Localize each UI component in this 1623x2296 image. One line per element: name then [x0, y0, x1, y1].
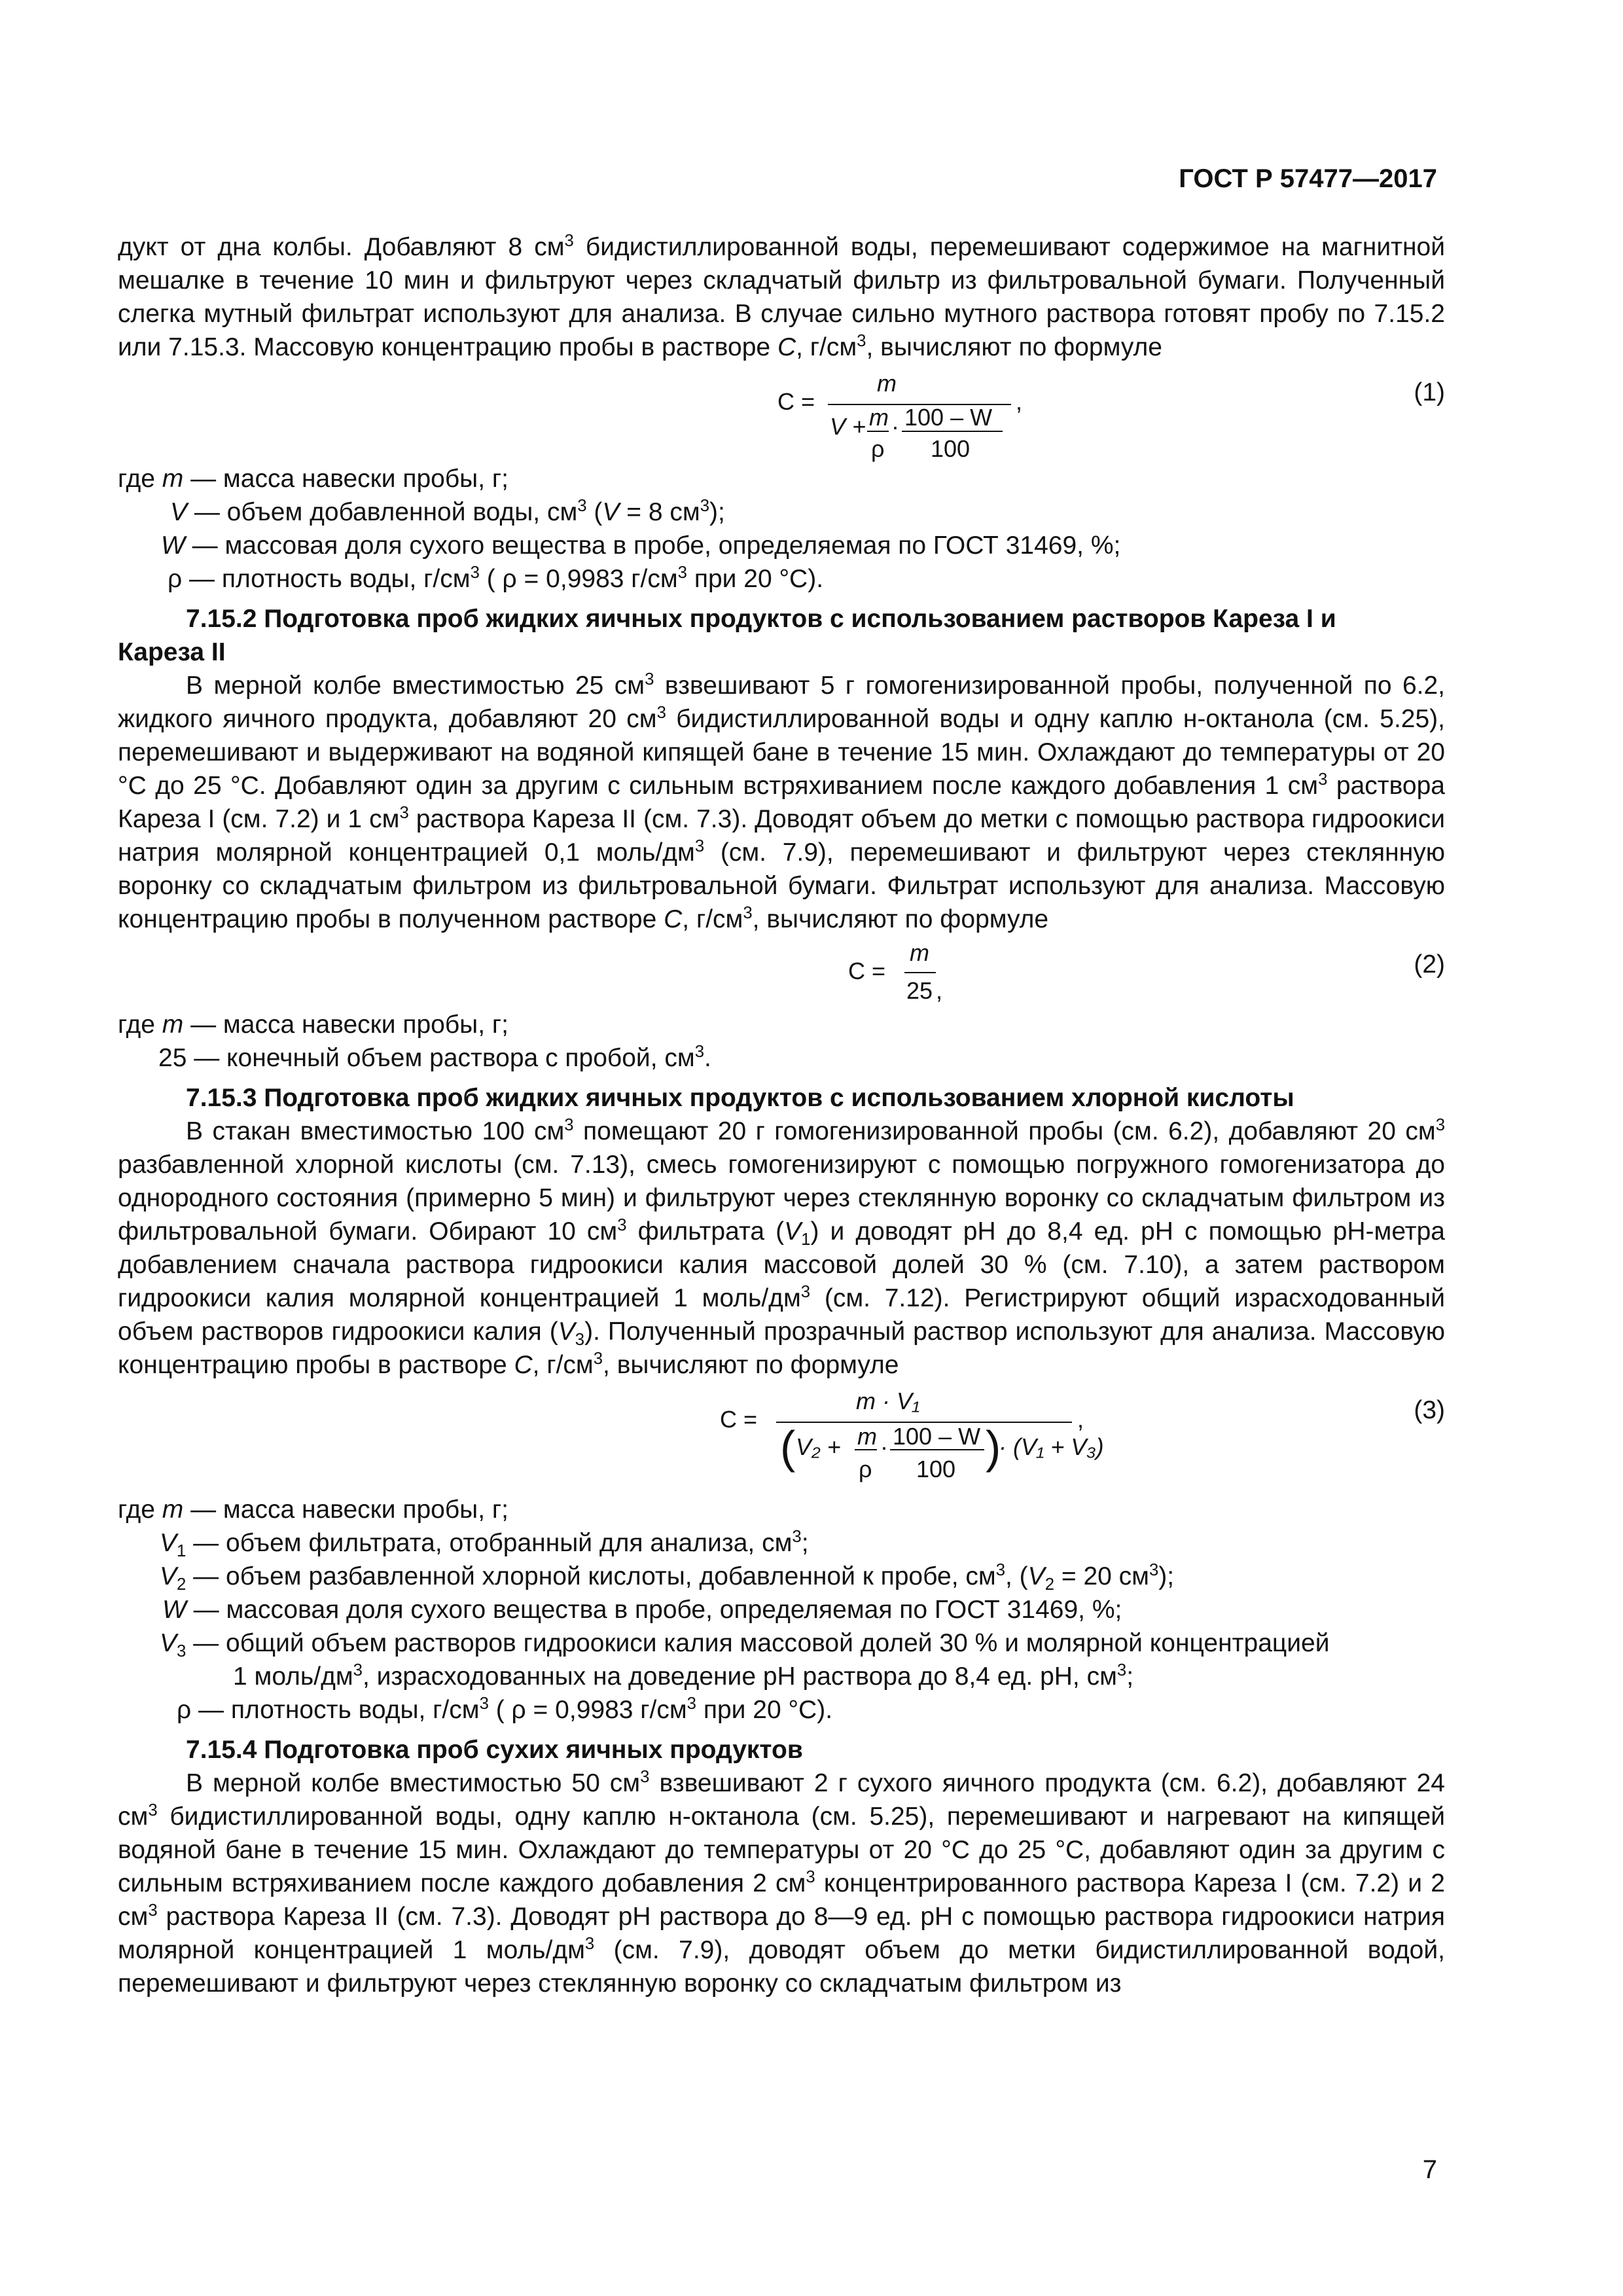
svg-text:,: , [1016, 388, 1023, 415]
legend-item-m: где m — масса навески пробы, г; [118, 465, 508, 493]
svg-text:ρ: ρ [859, 1456, 872, 1482]
section-7-15-2-title: 7.15.2 Подготовка проб жидких яичных продуктов с использованием растворов Кареза I и [186, 605, 1336, 633]
svg-text:V +: V + [830, 413, 866, 440]
formula-3 [118, 1382, 1445, 1493]
svg-text:·: · [891, 413, 899, 440]
section-7-15-2-paragraph: В мерной колбе вместимостью 25 $см^3$ взвешивают 5 г гомогенизированной пробы, полученной по 6.2, жидкого яичного продукта, добавляют 20 $см^3$ бидистиллированной воды и одну каплю н-октанола (см. 5.25), перемешивают и выдерживают на водяной кипящей бане в течение 15 мин. Охлаждают до температуры от 20 °С до 25 °С. Добавляют один за другим с сильным встряхиванием после каждого добавления 1 $см^3$ раствора Кареза I (см. 7.2) и 1 $см^3$ раствора Кареза II (см. 7.3). Доводят объем до метки с помощью раствора гидроокиси натрия молярной концентрацией 0,1 моль/$дм^3$ (см. 7.9), перемешивают и фильтруют через стеклянную воронку со складчатым фильтром из фильтровальной бумаги. Фильтрат используют для анализа. Массовую концентрацию пробы в полученном растворе С, $г/см^3$, вычисляют по формуле [118, 670, 1445, 933]
formula-2-expression [720, 936, 955, 1008]
svg-text:100 – W: 100 – W [893, 1423, 981, 1450]
legend-item-v3: $V_3$ — общий объем растворов гидроокиси калия массовой долей 30 % и молярной концентрацией [160, 1629, 1330, 1660]
legend-item-m: где m — масса навески пробы, г; [118, 1496, 508, 1524]
formula-3-legend [118, 1493, 1445, 1727]
legend-item-m: где m — масса навески пробы, г; [118, 1011, 508, 1039]
svg-text:100: 100 [916, 1456, 956, 1482]
svg-text:,: , [1077, 1406, 1084, 1433]
section-7-15-3-paragraph: В стакан вместимостью 100 $см^3$ помещают 20 г гомогенизированной пробы (см. 6.2), добавляют 20 $см^3$ разбавленной хлорной кислоты (см. 7.13), смесь гомогенизируют с помощью погружного гомогенизатора до однородного состояния (примерно 5 мин) и фильтруют через стеклянную воронку со складчатым фильтром из фильтровальной бумаги. Обирают 10 $см^3$ фильтрата $(V_1)$ и доводят pH до 8,4 ед. pH с помощью pH-метра добавлением сначала раствора гидроокиси калия массовой долей 30 % (см. 7.10), а затем раствором гидроокиси калия молярной концентрацией 1 моль/$дм^3$ (см. 7.12). Регистрируют общий израсходованный объем растворов гидроокиси калия $(V_3)$. Полученный прозрачный раствор используют для анализа. Массовую концентрацию пробы в растворе С, $г/см^3$, вычисляют по формуле [118, 1115, 1445, 1379]
section-7-15-3-title: 7.15.3 Подготовка проб жидких яичных продуктов с использованием хлорной кислоты [186, 1084, 1294, 1112]
svg-text:100: 100 [931, 435, 971, 462]
legend-item-25: 25 — конечный объем раствора с пробой, $см^3$. [158, 1042, 711, 1072]
svg-text:): ) [986, 1422, 1001, 1473]
svg-text:C =: C = [720, 1406, 758, 1433]
svg-text:25: 25 [906, 977, 933, 1004]
intro-paragraph: дукт от дна колбы. Добавляют 8 $см^3$ бидистиллированной воды, перемешивают содержимое на магнитной мешалке в течение 10 мин и фильтруют через складчатый фильтр из фильтровальной бумаги. Полученный слегка мутный фильтрат используют для анализа. В случае сильно мутного раствора готовят пробу по 7.15.2 или 7.15.3. Массовую концентрацию пробы в растворе С, $г/см^3$, вычисляют по формуле [118, 231, 1445, 361]
legend-item-w: W — массовая доля сухого вещества в пробе, определяемая по ГОСТ 31469, %; [162, 1596, 1122, 1624]
formula-3-expression [589, 1382, 1113, 1493]
svg-text:m: m [877, 370, 897, 397]
section-7-15-4-title: 7.15.4 Подготовка проб сухих яичных продуктов [186, 1736, 803, 1764]
svg-text:m: m [857, 1423, 877, 1450]
svg-text:,: , [936, 977, 943, 1004]
legend-item-v1: $V_1$ — объем фильтрата, отобранный для анализа, $см^3$; [160, 1527, 809, 1560]
formula-2-number: (2) [1414, 950, 1445, 978]
section-7-15-4-paragraph: В мерной колбе вместимостью 50 $см^3$ взвешивают 2 г сухого яичного продукта (см. 6.2), добавляют 24 $см^3$ бидистиллированной воды, одну каплю н-октанола (см. 5.25), перемешивают и нагревают на кипящей водяной бане в течение 15 мин. Охлаждают до температуры от 20 °С до 25 °С, добавляют один за другим с сильным встряхиванием после каждого добавления 2 $см^3$ концентрированного раствора Кареза I (см. 7.2) и 2 $см^3$ раствора Кареза II (см. 7.3). Доводят pH раствора до 8—9 ед. pH с помощью раствора гидроокиси натрия молярной концентрацией 1 моль/$дм^3$ (см. 7.9), доводят объем до метки бидистиллированной водой, перемешивают и фильтруют через стеклянную воронку со складчатым фильтром из [118, 1767, 1445, 1998]
legend-item-w: W — массовая доля сухого вещества в пробе, определяемая по ГОСТ 31469, %; [161, 531, 1121, 560]
svg-text:·: · [880, 1433, 888, 1460]
page-content [118, 230, 1445, 2000]
formula-1-expression [654, 364, 1047, 462]
formula-1-number: (1) [1414, 378, 1445, 406]
svg-text:m · V₁: m · V₁ [856, 1388, 920, 1414]
svg-text:m: m [869, 404, 889, 431]
svg-text:C =: C = [777, 388, 815, 415]
svg-text:ρ: ρ [871, 435, 885, 462]
document-header: ГОСТ Р 57477—2017 [1179, 164, 1437, 193]
svg-text:(: ( [780, 1422, 796, 1473]
formula-2-legend [118, 1008, 1445, 1075]
section-7-15-2-title-cont: Кареза II [118, 638, 226, 666]
legend-item-v2: $V_2$ — объем разбавленной хлорной кислоты, добавленной к пробе, $см^3$, ($V_2 = 20$ $см^3$); [160, 1560, 1175, 1594]
svg-text:· (V₁ + V₃): · (V₁ + V₃) [999, 1433, 1104, 1460]
legend-item-v3-cont: 1 моль/$дм^3$, израсходованных на доведение pH раствора до 8,4 ед. pH, $см^3$; [233, 1660, 1134, 1691]
legend-item-rho: ρ — плотность воды, $г/см^3$ ( ρ = 0,9983 $г/см^3$ при 20 °С). [177, 1694, 833, 1724]
svg-text:V₂ +: V₂ + [796, 1433, 841, 1460]
formula-1-legend [118, 462, 1445, 596]
formula-1 [118, 364, 1445, 462]
formula-2 [118, 936, 1445, 1008]
legend-item-rho: ρ — плотность воды, $г/см^3$ ( ρ = 0,9983 $г/см^3$ при 20 °С). [168, 563, 824, 593]
legend-item-v: V — объем добавленной воды, $см^3$ (V = 8 $см^3$); [170, 496, 725, 526]
svg-text:C =: C = [848, 958, 886, 984]
page-number: 7 [1422, 2155, 1437, 2184]
formula-3-number: (3) [1414, 1396, 1445, 1424]
svg-text:m: m [910, 939, 929, 966]
svg-text:100 – W: 100 – W [904, 404, 993, 431]
